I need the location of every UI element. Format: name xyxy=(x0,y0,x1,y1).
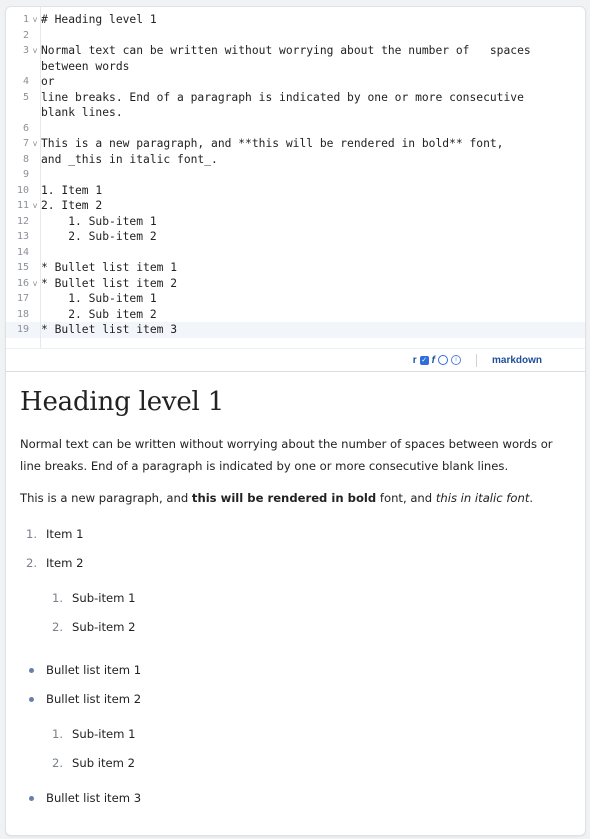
bullet-dot-icon xyxy=(20,663,46,677)
code-editor[interactable] xyxy=(6,7,585,348)
line-number: 14 xyxy=(16,246,29,258)
list-marker: 2. xyxy=(26,555,38,570)
line-number: 9 xyxy=(22,169,29,180)
editor-line-3[interactable] xyxy=(6,43,585,74)
editor-line-1[interactable] xyxy=(6,12,585,28)
list-item xyxy=(20,684,571,713)
preview-paragraph-2 xyxy=(20,487,571,509)
preview-paragraph-1: Normal text can be written without worrying about the number of spaces between words or line breaks. End of a paragraph is indicated by one or more consecutive blank lines. xyxy=(20,437,553,473)
code-text[interactable]: and _this in italic font_. xyxy=(41,152,218,166)
editor-line-13[interactable] xyxy=(6,229,585,245)
fold-chevron-icon[interactable]: v xyxy=(32,46,38,55)
checkbox-icon[interactable]: ✓ xyxy=(421,356,428,364)
line-number: 12 xyxy=(16,215,29,227)
list-item-text: Sub item 2 xyxy=(72,755,136,770)
markdown-preview xyxy=(6,372,585,812)
ordered-sub-list xyxy=(20,583,571,641)
editor-line-4[interactable] xyxy=(6,74,585,90)
line-number: 13 xyxy=(16,231,29,242)
code-text[interactable]: line breaks. End of a paragraph is indicated by one or more consecutive blank lines. xyxy=(41,90,531,119)
list-item xyxy=(20,548,571,577)
line-number: 3 xyxy=(22,45,29,56)
code-text[interactable]: 1. Sub-item 1 xyxy=(41,214,157,228)
code-text[interactable]: This is a new paragraph, and **this will be rendered in bold** font, xyxy=(41,137,504,150)
editor-line-19-active[interactable] xyxy=(6,322,585,338)
code-text[interactable]: 2. Item 2 xyxy=(41,199,103,212)
info-icon[interactable]: i xyxy=(451,355,461,365)
code-text[interactable]: * Bullet list item 1 xyxy=(41,261,178,274)
list-marker: 1. xyxy=(52,726,64,741)
list-marker: 2. xyxy=(52,619,64,634)
list-gap xyxy=(20,647,571,655)
line-number: 17 xyxy=(16,293,29,304)
line-number: 2 xyxy=(22,29,29,41)
line-number: 8 xyxy=(22,153,29,165)
code-text[interactable]: 2. Sub-item 2 xyxy=(41,230,157,243)
editor-line-2[interactable] xyxy=(6,28,585,44)
bullet-sub-list xyxy=(20,719,571,777)
editor-line-11[interactable] xyxy=(6,198,585,214)
line-number: 11 xyxy=(16,200,29,211)
paragraph-text: font, and xyxy=(376,491,436,505)
editor-line-17[interactable] xyxy=(6,291,585,307)
editor-toolbar xyxy=(6,348,585,371)
gutter-border xyxy=(40,7,41,348)
bullet-list xyxy=(20,655,571,812)
list-item-text: Sub-item 2 xyxy=(72,619,136,634)
editor-line-7[interactable] xyxy=(6,136,585,152)
markdown-editor-card xyxy=(5,6,586,836)
list-item xyxy=(20,655,571,684)
list-item-text: Bullet list item 1 xyxy=(46,662,142,677)
editor-line-5[interactable] xyxy=(6,90,585,121)
fold-chevron-icon[interactable]: v xyxy=(32,15,38,24)
editor-line-15[interactable] xyxy=(6,260,585,276)
list-item-text: Item 2 xyxy=(46,555,84,570)
ordered-list xyxy=(20,519,571,641)
bold-text: this will be rendered in bold xyxy=(191,491,377,505)
editor-line-10[interactable] xyxy=(6,183,585,199)
editor-line-6[interactable] xyxy=(6,121,585,137)
list-item xyxy=(20,519,571,548)
list-item xyxy=(46,748,571,777)
code-text[interactable]: 1. Item 1 xyxy=(41,183,103,197)
radio-circle-icon[interactable] xyxy=(438,355,448,365)
editor-line-14[interactable] xyxy=(6,245,585,261)
fold-chevron-icon[interactable]: v xyxy=(32,201,38,210)
list-item-text: Item 1 xyxy=(46,526,84,541)
line-number: 18 xyxy=(16,308,29,320)
italic-text: this in italic font xyxy=(435,491,530,505)
code-text[interactable]: 1. Sub-item 1 xyxy=(41,292,157,305)
list-item xyxy=(46,583,571,612)
code-text[interactable]: Normal text can be written without worrying about the number of spaces between words xyxy=(41,44,538,73)
code-text[interactable]: 2. Sub item 2 xyxy=(41,307,157,321)
line-number: 1 xyxy=(22,14,29,25)
r-toggle-button[interactable]: r xyxy=(412,354,417,366)
preview-heading: Heading level 1 xyxy=(20,387,225,417)
list-item xyxy=(20,783,571,812)
list-item xyxy=(46,612,571,641)
list-item xyxy=(46,719,571,748)
code-text[interactable]: or xyxy=(41,75,55,88)
toolbar-separator xyxy=(476,354,477,367)
line-number: 19 xyxy=(16,324,29,335)
code-text[interactable]: # Heading level 1 xyxy=(41,13,157,26)
line-number: 7 xyxy=(22,138,29,149)
list-item-text: Sub-item 1 xyxy=(72,726,136,741)
list-marker: 1. xyxy=(52,590,64,605)
line-number: 15 xyxy=(16,262,29,273)
editor-lines[interactable] xyxy=(6,7,585,338)
editor-line-9[interactable] xyxy=(6,167,585,183)
list-item-text: Bullet list item 3 xyxy=(46,790,142,805)
code-text[interactable]: * Bullet list item 2 xyxy=(41,276,178,290)
bullet-dot-icon xyxy=(20,791,46,805)
fold-chevron-icon[interactable]: v xyxy=(32,278,38,288)
line-number: 16 xyxy=(16,277,29,289)
editor-line-12[interactable] xyxy=(6,214,585,230)
bullet-dot-icon xyxy=(20,692,46,706)
paragraph-text: This is a new paragraph, and xyxy=(20,491,192,505)
editor-line-18[interactable] xyxy=(6,307,585,323)
list-marker: 2. xyxy=(52,755,64,770)
list-item-text: Sub-item 1 xyxy=(72,590,136,605)
list-marker: 1. xyxy=(26,526,38,541)
language-mode-button[interactable]: markdown xyxy=(491,354,542,366)
code-text[interactable]: * Bullet list item 3 xyxy=(41,323,178,336)
line-number: 6 xyxy=(22,122,29,134)
f-toggle-button[interactable]: f xyxy=(431,354,435,366)
line-number: 10 xyxy=(16,184,29,196)
line-number: 4 xyxy=(22,76,29,87)
line-number: 5 xyxy=(22,91,29,103)
list-item-text: Bullet list item 2 xyxy=(46,691,142,706)
editor-line-16[interactable] xyxy=(6,276,585,292)
paragraph-text: . xyxy=(529,491,534,505)
editor-line-8[interactable] xyxy=(6,152,585,168)
fold-chevron-icon[interactable]: v xyxy=(32,139,38,148)
